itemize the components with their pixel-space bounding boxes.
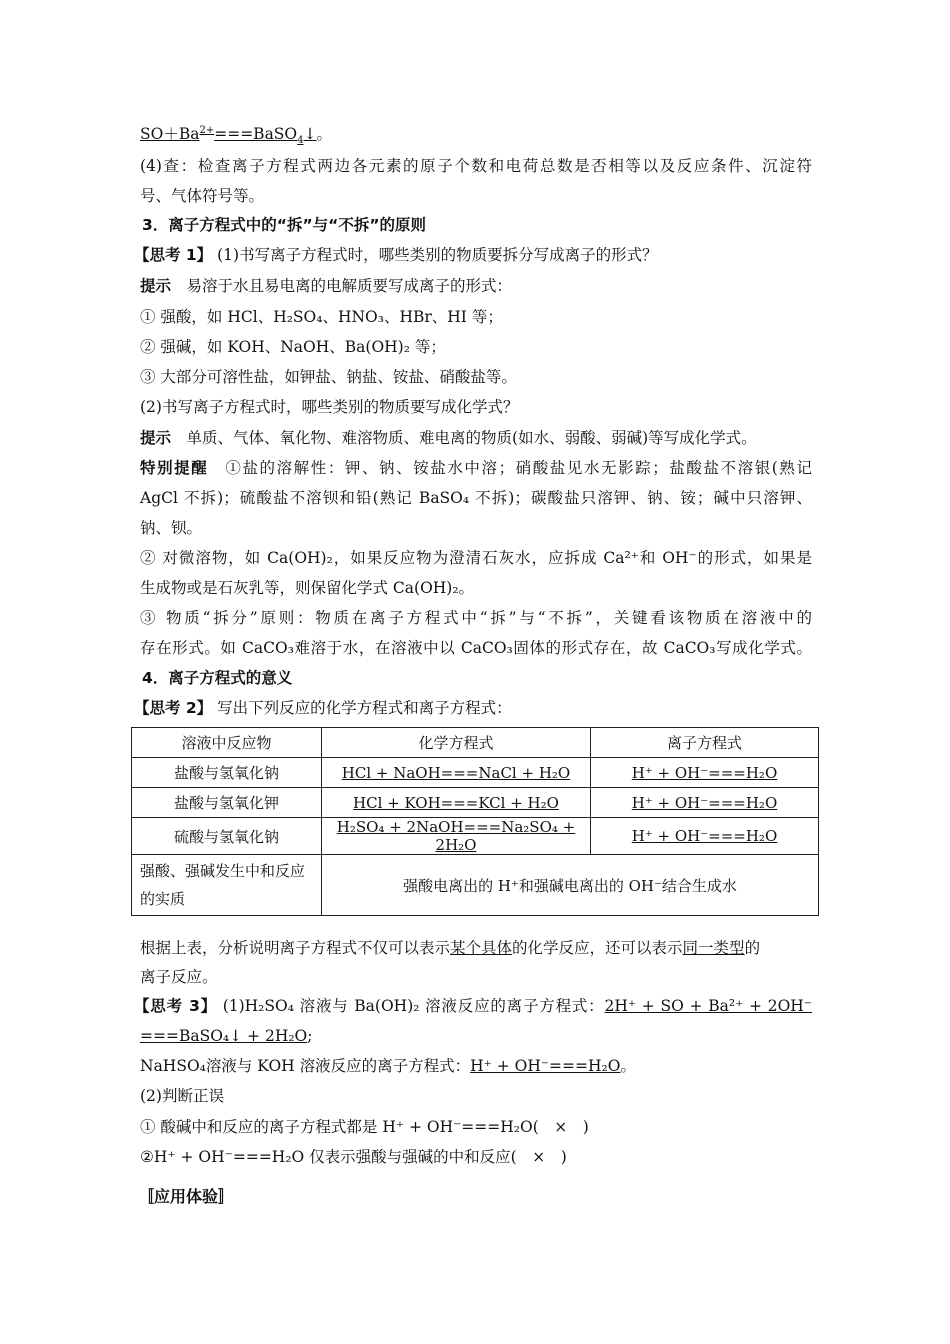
think-question-2 [134,697,806,719]
punctuation: ; [307,1027,313,1045]
tip-line: ③ 物质“拆分”原则：物质在离子方程式中“拆”与“不拆”，关键看该物质在溶液中的 [140,609,812,627]
tip-line: 钠、钡。 [140,519,203,537]
table-cell: 盐酸与氢氧化钠 [132,758,322,788]
hint-text: 单质、气体、氧化物、难溶物质、难电离的物质(如水、弱酸、弱碱)等写成化学式。 [171,429,757,447]
table-cell: H⁺ + OH⁻===H₂O [591,818,819,855]
answer-blank: 某个具体 [450,939,513,957]
hint-line [140,427,812,449]
tip-line: 生成物或是石灰乳等，则保留化学式 Ca(OH)₂。 [140,579,475,597]
think-tag: 【思考 3】 [134,997,217,1015]
subscript: 4 [297,135,304,147]
paragraph-line [140,937,812,959]
text-fragment: 的化学反应，还可以表示 [512,939,683,957]
question-text: 写出下列反应的化学方程式和离子方程式： [212,699,512,717]
think-tag: 【思考 2】 [134,699,213,717]
tip-line [140,457,812,479]
table-row [132,855,819,916]
table-header: 化学方程式 [322,728,591,758]
question-line: (2)书写离子方程式时，哪些类别的物质要写成化学式？ [140,398,519,416]
equation-line [140,123,812,145]
reaction-table [131,727,819,916]
table-header: 溶液中反应物 [132,728,322,758]
table-header-row [132,728,819,758]
think-question-3 [134,995,812,1017]
punctuation: 。 [620,1057,636,1075]
table-header: 离子方程式 [591,728,819,758]
think-question-1 [134,244,806,266]
table-cell: H⁺ + OH⁻===H₂O [591,758,819,788]
table-cell: HCl + KOH===KCl + H₂O [322,788,591,818]
hint-tag: 提示 [140,429,172,447]
section-heading: 3．离子方程式中的“拆”与“不拆”的原则 [142,216,427,234]
question-text: (1)H₂SO₄ 溶液与 Ba(OH)₂ 溶液反应的离子方程式： [216,997,605,1015]
question-text: NaHSO₄溶液与 KOH 溶液反应的离子方程式： [140,1057,471,1075]
answer-blank: H⁺ + OH⁻===H₂O [470,1057,621,1075]
list-item: ① 强酸，如 HCl、H₂SO₄、HNO₃、HBr、HI 等； [140,308,503,326]
question-line: (2)判断正误 [140,1087,224,1105]
table-cell: 盐酸与氢氧化钾 [132,788,322,818]
hint-line [140,275,812,297]
paragraph-line: 离子反应。 [140,968,218,986]
judgement-item: ②H⁺ + OH⁻===H₂O 仅表示强酸与强碱的中和反应( × ) [140,1148,567,1166]
table-cell: HCl + NaOH===NaCl + H₂O [322,758,591,788]
tip-text: ①盐的溶解性：钾、钠、铵盐水中溶；硝酸盐见水无影踪；盐酸盐不溶银(熟记 [208,459,812,477]
judgement-item: ① 酸碱中和反应的离子方程式都是 H⁺ + OH⁻===H₂O( × ) [140,1118,589,1136]
equation-fragment: ===BaSO [214,125,298,143]
table-cell: 强酸、强碱发生中和反应的实质 [132,855,322,916]
table-cell: 强酸电离出的 H⁺和强碱电离出的 OH⁻结合生成水 [322,855,819,916]
tip-line: ② 对微溶物，如 Ca(OH)₂，如果反应物为澄清石灰水，应拆成 Ca²⁺和 OH⁻的形式，如果是 [140,549,812,567]
charge-superscript: 2+ [199,124,215,136]
paragraph-line: (4)查：检查离子方程式两边各元素的原子个数和电荷总数是否相等以及反应条件、沉淀符 [140,157,812,175]
tip-line: 存在形式。如 CaCO₃难溶于水，在溶液中以 CaCO₃固体的形式存在，故 CaCO₃写成化学式。 [140,639,812,657]
question-text: (1)书写离子方程式时，哪些类别的物质要拆分写成离子的形式？ [212,246,658,264]
list-item: ③ 大部分可溶性盐，如钾盐、钠盐、铵盐、硝酸盐等。 [140,368,517,386]
table-row [132,788,819,818]
think-tag: 【思考 1】 [134,246,213,264]
hint-tag: 提示 [140,277,172,295]
text-fragment: 根据上表，分析说明离子方程式不仅可以表示 [140,939,451,957]
precipitate-arrow: ↓ [303,125,317,143]
punctuation: 。 [316,125,333,143]
section-heading: 4．离子方程式的意义 [142,669,293,687]
table-row [132,818,819,855]
table-cell: H₂SO₄ + 2NaOH===Na₂SO₄ + 2H₂O [322,818,591,855]
list-item: ② 强碱，如 KOH、NaOH、Ba(OH)₂ 等； [140,338,446,356]
equation-fragment: ＋Ba [163,125,200,143]
text-fragment: 的 [744,939,761,957]
hint-text: 易溶于水且易电离的电解质要写成离子的形式： [171,277,513,295]
question-line [140,1055,812,1077]
tip-tag: 特别提醒 [140,459,209,477]
equation-fragment: SO [140,125,164,143]
paragraph-line: 号、气体符号等。 [140,187,265,205]
tip-line: AgCl 不拆)；硫酸盐不溶钡和铅(熟记 BaSO₄ 不拆)；碳酸盐只溶钾、钠、铵；碱中只溶钾、 [140,489,812,507]
answer-blank: 同一类型 [682,939,745,957]
table-cell: H⁺ + OH⁻===H₂O [591,788,819,818]
table-cell: 硫酸与氢氧化钠 [132,818,322,855]
answer-line [140,1025,812,1047]
section-title-applied-experience: 〚应用体验〛 [138,1187,235,1206]
answer-blank: 2H⁺ + SO + Ba²⁺ + 2OH⁻ [604,997,812,1015]
answer-blank: ===BaSO₄↓ + 2H₂O [140,1027,308,1045]
table-row [132,758,819,788]
